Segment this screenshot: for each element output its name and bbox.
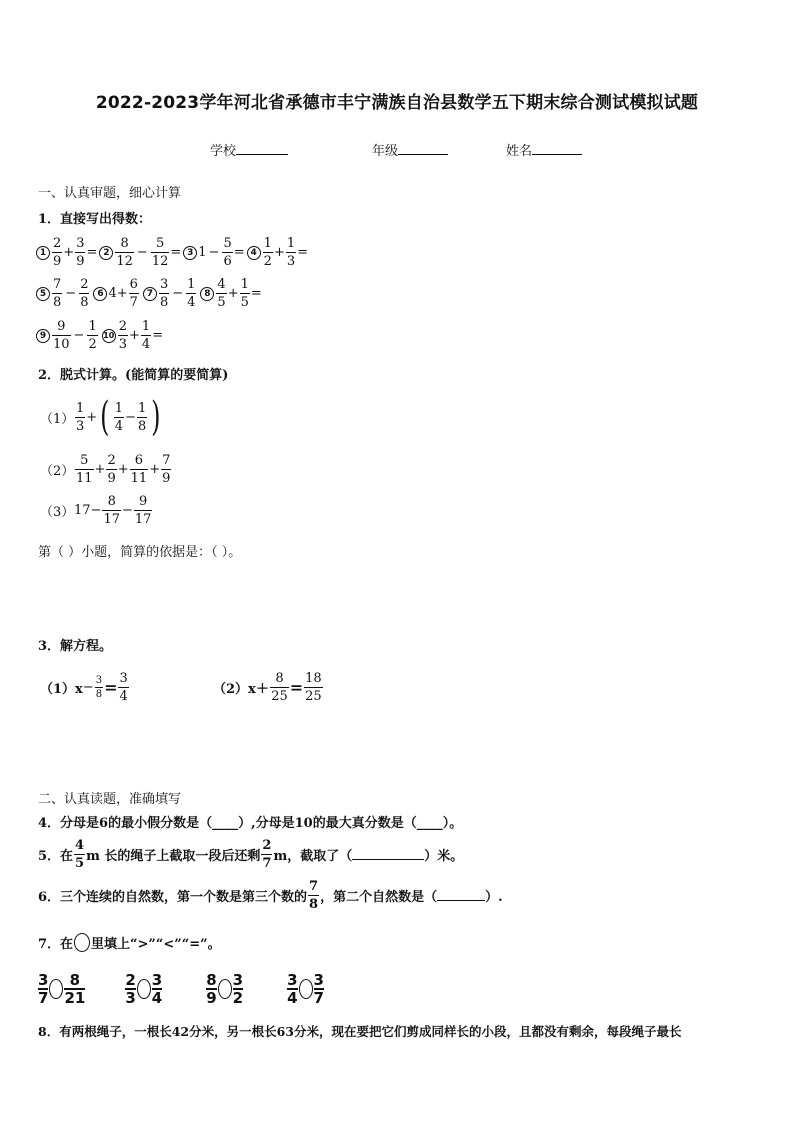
denominator: 3 <box>125 989 136 1007</box>
comparison-pair <box>125 972 162 1006</box>
grade-blank <box>398 142 448 155</box>
name-blank <box>532 142 582 155</box>
comparison-oval[interactable] <box>218 979 232 999</box>
denominator: 8 <box>95 689 103 700</box>
denominator: 8 <box>137 418 147 434</box>
q2-note: 第（ ）小题，简算的依据是：（ ）。 <box>38 545 242 560</box>
operator: + <box>129 328 140 343</box>
numerator: 3 <box>151 971 163 989</box>
numerator: 1 <box>263 236 272 251</box>
q2-part-3: （3） 17 − $\frac{8}{17}$ − $\frac{9}{17}$ <box>40 494 152 527</box>
part-tag: （1）x <box>40 682 83 697</box>
numerator: 2 <box>53 236 62 251</box>
denominator: 11 <box>130 471 148 486</box>
whole-number: 1 <box>198 245 207 260</box>
numerator: 5 <box>80 453 89 468</box>
denominator: 8 <box>159 295 169 310</box>
numerator: 6 <box>129 277 138 292</box>
part-tag: （3） <box>40 505 75 520</box>
denominator: 4 <box>151 989 163 1007</box>
q7-suffix: 里填上“>”“<”“=”。 <box>91 937 221 952</box>
equals: = <box>86 245 98 260</box>
operator: + <box>227 286 239 301</box>
item-number-icon: 9 <box>36 329 50 343</box>
denominator: 4 <box>187 295 196 310</box>
numerator: 9 <box>139 494 148 509</box>
comparison-oval[interactable] <box>137 979 151 999</box>
equals: = <box>233 245 245 260</box>
denominator: 9 <box>107 471 116 486</box>
whole-number: 4 <box>108 286 117 301</box>
numerator: 8 <box>206 971 217 989</box>
item-number-icon: 8 <box>200 287 214 301</box>
numerator: 2 <box>262 838 272 853</box>
q3-equation-1 <box>40 671 130 704</box>
numerator: 2 <box>80 277 89 292</box>
school-label: 学校 <box>210 144 237 159</box>
numerator: 2 <box>118 319 128 334</box>
right-paren: ) <box>151 394 161 440</box>
denominator: 4 <box>119 689 128 704</box>
denominator: 8 <box>53 295 62 310</box>
numerator: 2 <box>107 453 116 468</box>
school-blank <box>236 142 288 155</box>
q6-middle: ，第二个自然数是（ <box>320 890 438 905</box>
operator: + <box>273 245 285 260</box>
section-1-heading: 一、认真审题，细心计算 <box>38 186 182 201</box>
q5-middle-1: m 长的绳子上截取一段后还剩 <box>86 849 261 864</box>
oval-icon <box>74 933 90 952</box>
left-paren: ( <box>100 394 110 440</box>
item-number-icon: 1 <box>36 246 50 260</box>
q1-row-1 <box>36 236 308 269</box>
numerator: 4 <box>217 277 226 292</box>
denominator: 25 <box>271 689 288 704</box>
denominator: 5 <box>217 295 226 310</box>
numerator: 2 <box>125 971 136 989</box>
denominator: 4 <box>141 337 151 352</box>
operator: − <box>136 245 148 260</box>
numerator: 1 <box>187 277 196 292</box>
q6-suffix: ）. <box>485 890 503 905</box>
question-7 <box>38 933 221 952</box>
q5-prefix: 5．在 <box>38 849 74 864</box>
denominator: 9 <box>206 989 217 1007</box>
q5-suffix: ）米。 <box>424 849 464 864</box>
numerator: 3 <box>38 971 49 989</box>
grade-label: 年级 <box>372 144 399 159</box>
q3-equation-2 <box>213 671 324 704</box>
question-3-label: 3．解方程。 <box>38 639 113 654</box>
comparison-oval[interactable] <box>299 979 313 999</box>
question-4: 4．分母是6的最小假分数是（____）,分母是10的最大真分数是（____）。 <box>38 816 463 831</box>
numerator: 3 <box>232 971 244 989</box>
numerator: 8 <box>275 671 284 686</box>
denominator: 3 <box>76 418 85 434</box>
school-field <box>210 140 288 159</box>
denominator: 11 <box>76 471 93 486</box>
denominator: 21 <box>64 989 86 1007</box>
denominator: 17 <box>103 512 120 527</box>
question-2-label: 2．脱式计算。(能简算的要简算) <box>38 368 229 383</box>
numerator: 7 <box>309 879 319 894</box>
q1-row-3 <box>36 319 163 352</box>
numerator: 1 <box>137 400 147 416</box>
q6-prefix: 6．三个连续的自然数，第一个数是第三个数的 <box>38 890 308 905</box>
denominator: 4 <box>287 989 298 1007</box>
denominator: 4 <box>114 418 124 434</box>
grade-field <box>372 140 448 159</box>
denominator: 2 <box>88 337 97 352</box>
q2-part-1: （1） $\frac{1}{3}$ + ( $\frac{1}{4}$ − $\frac{1}{8}$ ) <box>40 394 161 440</box>
numerator: 1 <box>240 277 249 292</box>
numerator: 5 <box>155 236 165 251</box>
part-tag: （2） <box>40 464 75 479</box>
denominator: 7 <box>129 295 138 310</box>
numerator: 5 <box>223 236 232 251</box>
denominator: 2 <box>232 989 244 1007</box>
numerator: 18 <box>305 671 322 686</box>
equals: = <box>289 678 304 697</box>
denominator: 10 <box>53 337 70 352</box>
q5-middle-2: m，截取了（ <box>273 849 353 864</box>
item-number-icon: 6 <box>93 287 107 301</box>
denominator: 9 <box>76 254 85 269</box>
question-8: 8．有两根绳子，一根长42分米，另一根长63分米，现在要把它们剪成同样长的小段，且都没有剩余，每段绳子最长 <box>38 1024 682 1039</box>
item-number-icon: 3 <box>183 246 197 260</box>
item-number-icon: 2 <box>99 246 113 260</box>
operator: − <box>208 245 220 260</box>
operator: + <box>116 286 128 301</box>
operator: − <box>65 286 77 301</box>
equals: = <box>297 245 309 260</box>
numerator: 1 <box>88 319 97 334</box>
item-number-icon: 7 <box>143 287 157 301</box>
item-number-icon: 10 <box>102 329 116 343</box>
numerator: 3 <box>313 971 324 989</box>
denominator: 2 <box>263 254 272 269</box>
numerator: 8 <box>120 236 129 251</box>
denominator: 8 <box>80 295 89 310</box>
operator: + <box>255 678 270 697</box>
comparison-pair <box>287 972 324 1006</box>
operator: − <box>73 328 85 343</box>
equals: = <box>152 328 164 343</box>
question-5 <box>38 838 463 871</box>
comparison-pair <box>38 972 85 1006</box>
whole-number: 17 <box>74 503 91 518</box>
numerator: 3 <box>159 277 169 292</box>
comparison-pair <box>206 972 243 1006</box>
numerator: 7 <box>162 453 171 468</box>
q2-part-2: （2） $\frac{5}{11}$ + $\frac{2}{9}$ + $\frac{6}{11}$ + $\frac{7}{9}$ <box>40 453 171 486</box>
section-2-heading: 二、认真读题，准确填写 <box>38 792 182 807</box>
operator: + <box>63 245 75 260</box>
numerator: 4 <box>75 838 85 853</box>
operator: − <box>82 680 94 695</box>
part-tag: （2）x <box>213 682 256 697</box>
numerator: 1 <box>141 319 151 334</box>
operator: − <box>172 286 184 301</box>
denominator: 8 <box>309 897 319 912</box>
answer-blank <box>352 849 424 860</box>
item-number-icon: 4 <box>247 246 261 260</box>
numerator: 3 <box>119 671 128 686</box>
denominator: 7 <box>313 989 324 1007</box>
q1-row-2 <box>36 277 262 310</box>
numerator: 1 <box>76 400 85 416</box>
equals: = <box>104 678 118 697</box>
numerator: 6 <box>134 453 144 468</box>
answer-blank <box>437 890 485 901</box>
denominator: 3 <box>286 254 296 269</box>
numerator: 1 <box>114 400 124 416</box>
comparison-oval[interactable] <box>49 979 63 999</box>
item-number-icon: 5 <box>36 287 50 301</box>
question-1-label: 1．直接写出得数： <box>38 212 152 227</box>
page-title: 2022-2023学年河北省承德市丰宁满族自治县数学五下期末综合测试模拟试题 <box>95 93 699 113</box>
numerator: 1 <box>286 236 296 251</box>
equals: = <box>170 245 182 260</box>
question-6 <box>38 879 503 912</box>
numerator: 3 <box>95 675 103 686</box>
denominator: 9 <box>53 254 62 269</box>
numerator: 3 <box>76 236 85 251</box>
denominator: 5 <box>75 856 85 871</box>
name-field <box>506 140 582 159</box>
denominator: 17 <box>134 512 152 527</box>
denominator: 7 <box>262 856 272 871</box>
q7-comparisons <box>38 972 324 1006</box>
denominator: 25 <box>305 689 322 704</box>
denominator: 12 <box>151 254 169 269</box>
denominator: 6 <box>223 254 232 269</box>
denominator: 5 <box>240 295 249 310</box>
denominator: 9 <box>162 471 171 486</box>
denominator: 7 <box>38 989 49 1007</box>
numerator: 7 <box>53 277 62 292</box>
name-label: 姓名 <box>506 144 533 159</box>
denominator: 12 <box>116 254 133 269</box>
part-tag: （1） <box>40 411 75 427</box>
equals: = <box>250 286 262 301</box>
q7-prefix: 7．在 <box>38 937 74 952</box>
numerator: 3 <box>287 971 298 989</box>
numerator: 8 <box>69 971 81 989</box>
numerator: 8 <box>107 494 116 509</box>
numerator: 9 <box>57 319 66 334</box>
denominator: 3 <box>118 337 128 352</box>
